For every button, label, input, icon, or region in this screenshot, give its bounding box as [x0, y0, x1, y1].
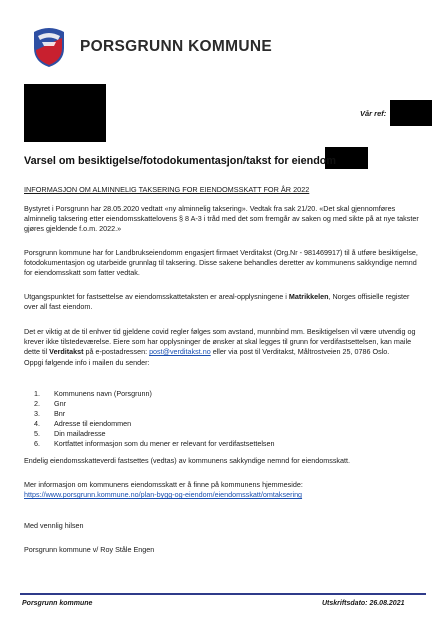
redacted-address-block — [24, 84, 106, 142]
paragraph-text: Bystyret i Porsgrunn har 28.05.2020 vedtatt «ny alminnelig taksering». Vedtak fra sak 21/20. «Det skal gjennomføres alminnelig taksering etter eiendomsskattelovens § 8 A-3 i tråd med det som fremgår av saken og med sikte på at nye takster gjøres gjeldende f.o.m. 2022.» — [24, 204, 419, 234]
list-number: 2. — [34, 399, 40, 408]
bold-term: Matrikkelen — [288, 292, 329, 301]
paragraph-more-info — [24, 480, 424, 500]
text-run: Det er viktig at de til enhver tid gjeldene covid regler følges som avstand, munnbind mm. Besiktigelsen vil være utvendig og krever ikke tilstedeværelse. Eiere som har opplysninger de ønsker at skal legges til grunn for verdifastsettelsen, kan maile dette til — [24, 327, 416, 357]
homepage-link[interactable]: https://www.porsgrunn.kommune.no/plan-bygg-og-eiendom/eiendomsskatt/omtaksering — [24, 490, 303, 500]
signature-text: Porsgrunn kommune v/ Roy Ståle Engen — [24, 545, 155, 554]
list-text: Gnr — [54, 399, 66, 408]
greeting — [24, 521, 424, 531]
paragraph-decision — [24, 204, 424, 235]
list-item — [34, 409, 275, 419]
reference-label: Vår ref: — [360, 109, 387, 118]
municipality-logo — [30, 26, 68, 68]
paragraph-final-value — [24, 456, 424, 466]
info-list — [34, 389, 275, 449]
footer-divider — [20, 593, 426, 595]
list-number: 6. — [34, 439, 40, 448]
list-number: 5. — [34, 429, 40, 438]
list-item — [34, 429, 275, 439]
redacted-reference — [390, 100, 432, 126]
list-item — [34, 399, 275, 409]
paragraph-matrikkel — [24, 292, 424, 312]
text-run: eller via post til Verditakst, Måltrostveien 25, 0786 Oslo. — [210, 347, 390, 357]
list-text: Kortfattet informasjon som du mener er relevant for verdifastsettelsen — [54, 439, 275, 448]
list-item — [34, 389, 275, 399]
paragraph-text: Porsgrunn kommune har for Landbrukseiendomm engasjert firmaet Verditakst (Org.Nr - 981469917) til å utføre besiktigelse, fotodokumentasjon og utarbeide grunnlag til taksering. Disse sakene behandles deretter av kommunens sakkyndige nemnd for eiendomsskatt som fatter vedtak. — [24, 248, 418, 278]
footer-organization: Porsgrunn kommune — [22, 600, 93, 607]
bold-term: Verditakst — [49, 347, 84, 357]
text-run: Utgangspunktet for fastsettelse av eiendomsskattetaksten er areal-opplysningene i — [24, 292, 289, 301]
paragraph-covid-contact — [24, 327, 424, 368]
section-heading: INFORMASJON OM ALMINNELIG TAKSERING FOR EIENDOMSSKATT FOR ÅR 2022 — [24, 185, 310, 194]
paragraph-text: Endelig eiendomsskatteverdi fastsettes (vedtas) av kommunens sakkyndige nemnd for eiendomsskatt. — [24, 456, 350, 465]
footer-print-date: Utskriftsdato: 26.08.2021 — [322, 600, 405, 607]
list-text: Kommunens navn (Porsgrunn) — [54, 389, 152, 398]
list-text: Bnr — [54, 409, 66, 418]
email-link[interactable]: post@verditakst.no — [149, 347, 211, 357]
greeting-text: Med vennlig hilsen — [24, 521, 84, 530]
list-text: Din mailadresse — [54, 429, 106, 438]
list-item — [34, 439, 275, 449]
list-text: Adresse til eiendommen — [54, 419, 132, 428]
letter-title: Varsel om besiktigelse/fotodokumentasjon/takst for eiendom — [24, 155, 336, 167]
list-item — [34, 419, 275, 429]
coat-of-arms-icon — [30, 26, 68, 68]
list-number: 3. — [34, 409, 40, 418]
list-number: 4. — [34, 419, 40, 428]
paragraph-verditakst — [24, 248, 424, 279]
list-number: 1. — [34, 389, 40, 398]
text-run: på e-postadressen: — [83, 347, 150, 357]
signature — [24, 545, 424, 555]
brand-name: PORSGRUNN KOMMUNE — [80, 38, 272, 55]
text-run: , Norges offisielle register over all fast eiendom. — [24, 292, 410, 312]
paragraph-text: Oppgi følgende info i mailen du sender: — [24, 357, 150, 367]
paragraph-text: Mer informasjon om kommunens eiendomsskatt er å finne på kommunens hjemmeside: — [24, 480, 303, 489]
